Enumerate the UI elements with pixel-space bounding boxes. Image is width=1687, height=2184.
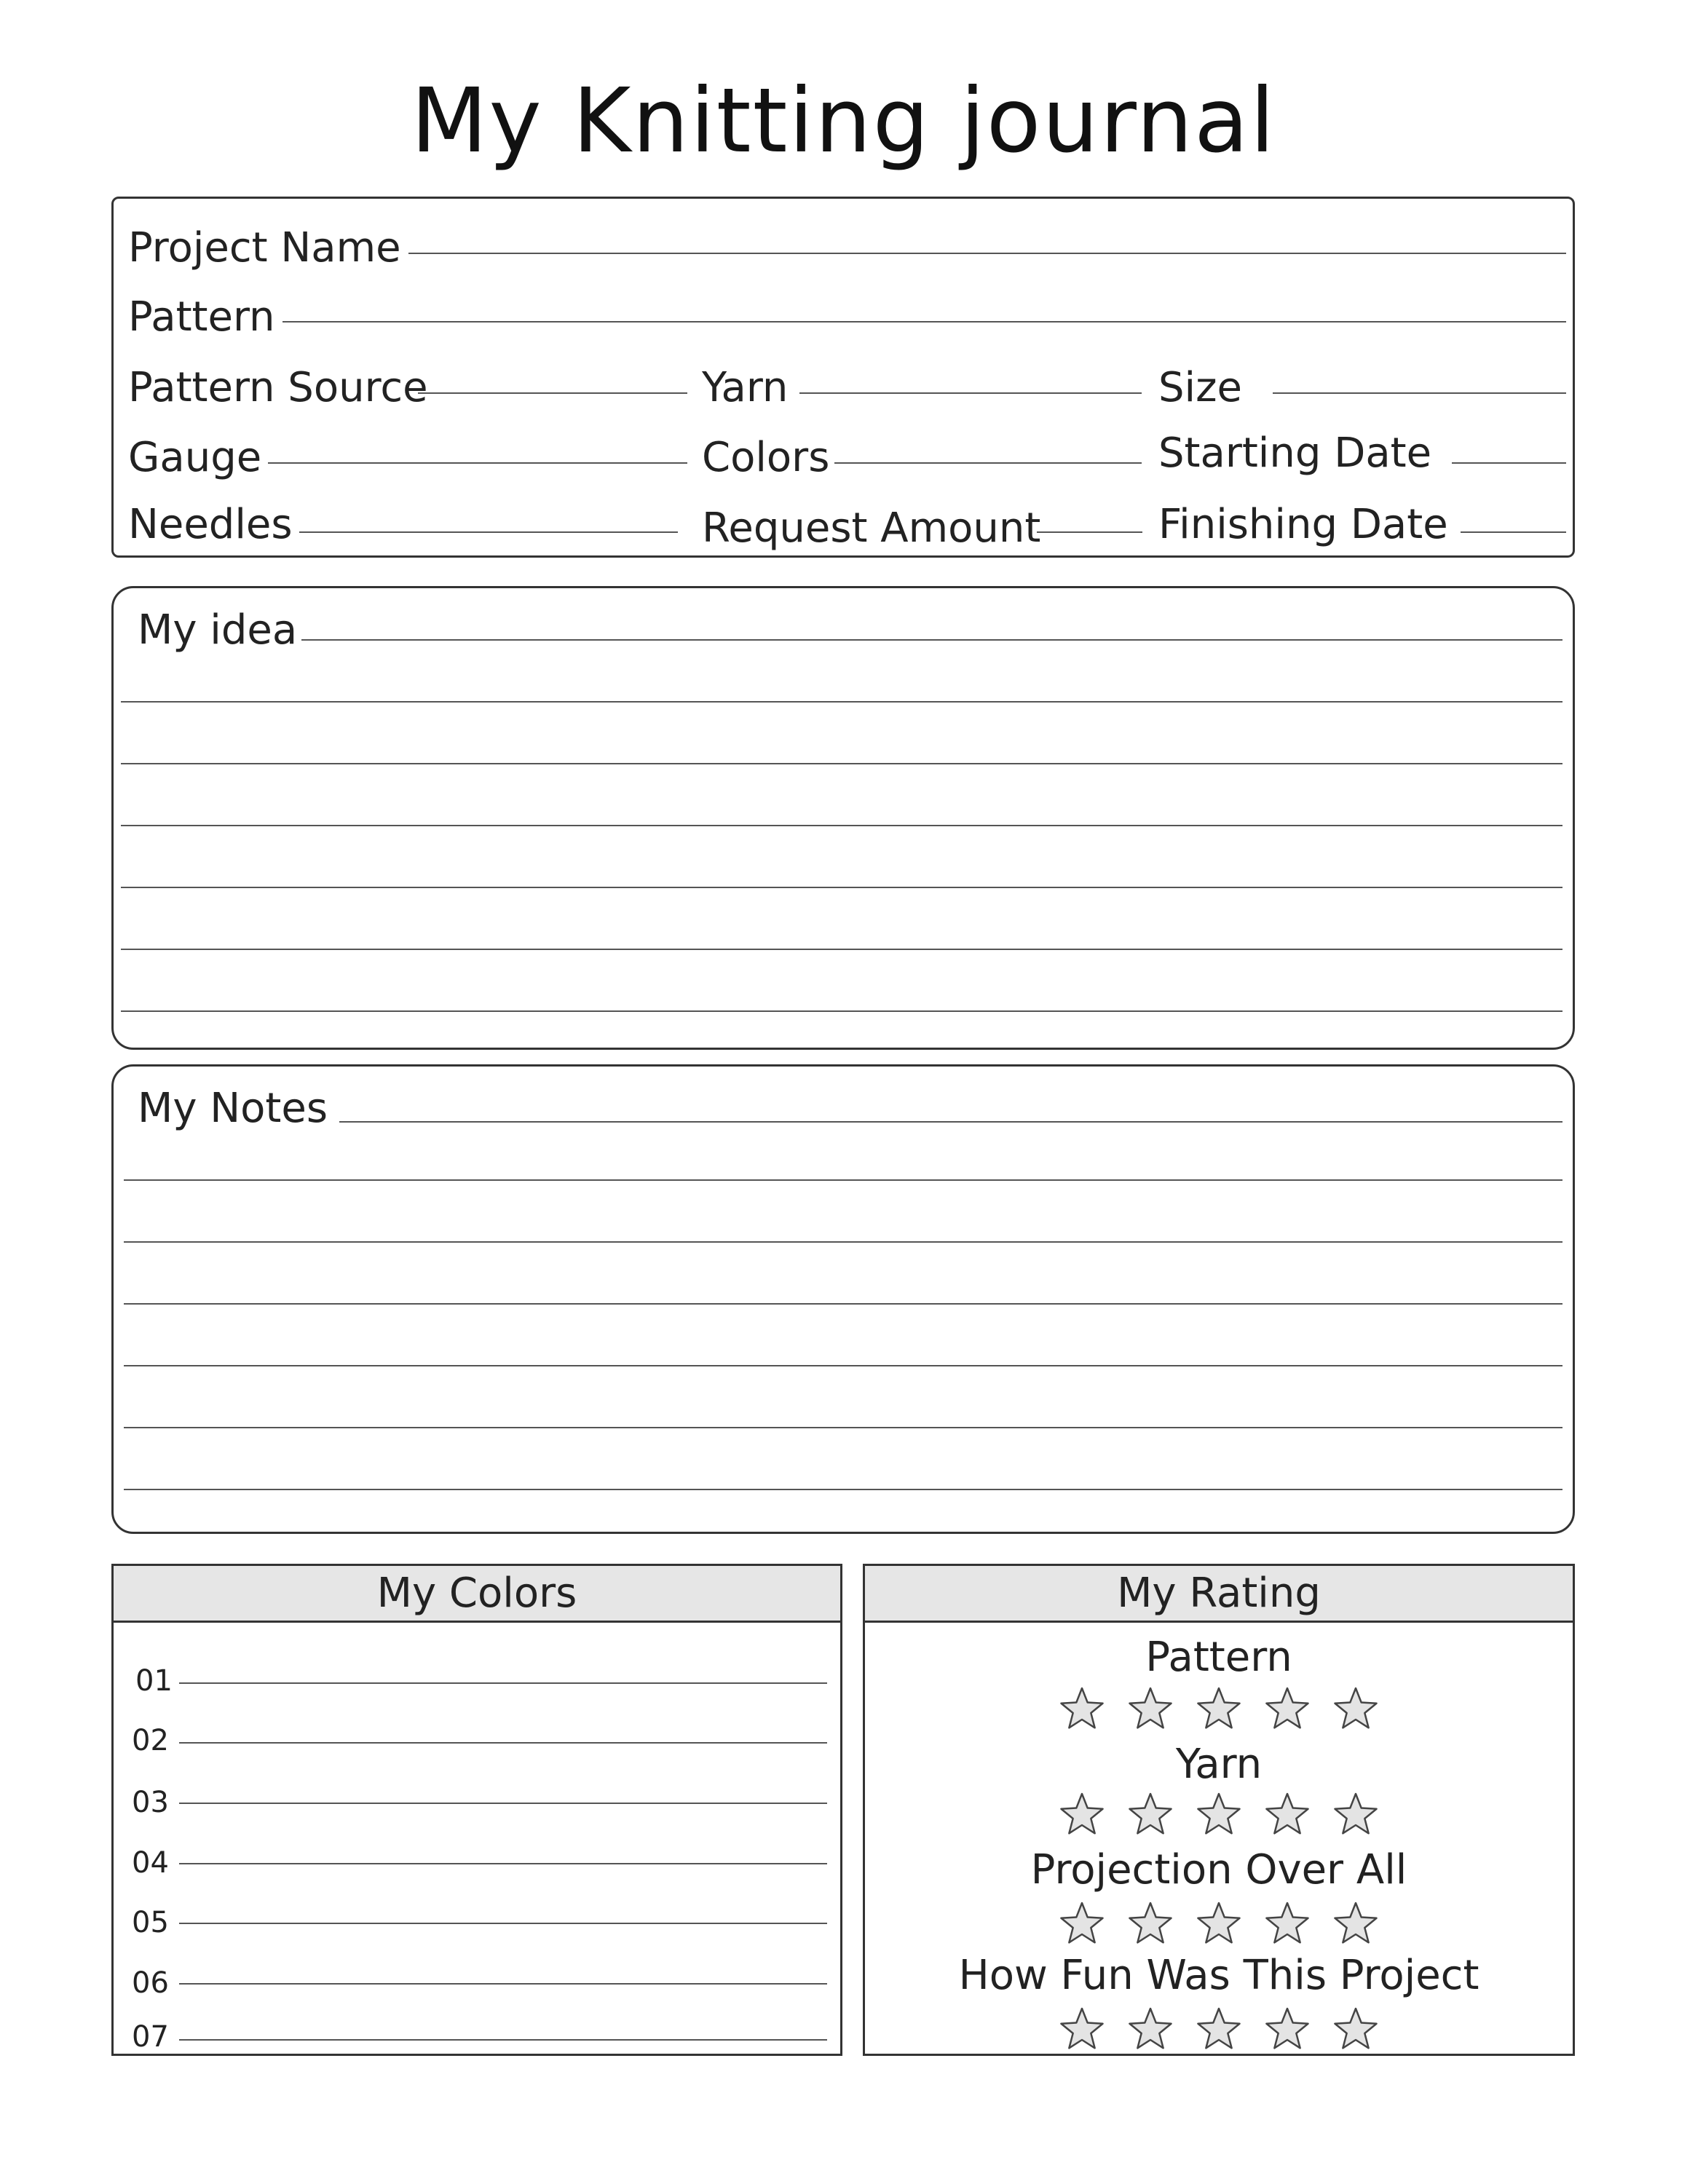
my-idea-line[interactable] [121,949,1562,950]
my-idea-line[interactable] [121,763,1562,764]
color-number: 04 [132,1846,169,1880]
project-details-box [111,197,1575,558]
my-notes-line[interactable] [124,1365,1562,1366]
color-number: 05 [132,1906,169,1939]
request-amount-label: Request Amount [702,505,1041,552]
rating-star-icon[interactable] [1332,1686,1379,1731]
color-number: 03 [132,1786,169,1819]
colors-label: Colors [702,434,830,481]
rating-label-projection: Projection Over All [1030,1846,1407,1894]
color-number: 07 [132,2020,169,2054]
color-number: 02 [132,1724,169,1757]
my-notes-line[interactable] [339,1121,1562,1123]
my-idea-line[interactable] [121,887,1562,888]
my-notes-line[interactable] [124,1427,1562,1428]
rating-star-icon[interactable] [1264,1686,1311,1731]
rating-star-icon[interactable] [1196,1901,1242,1946]
needles-field[interactable] [299,531,678,533]
rating-star-icon[interactable] [1196,2006,1242,2052]
rating-star-icon[interactable] [1059,1792,1105,1837]
finishing-date-field[interactable] [1461,531,1566,533]
color-number: 06 [132,1966,169,2000]
my-idea-label: My idea [138,606,298,654]
my-idea-box [111,586,1575,1050]
my-rating-header: My Rating [865,1566,1573,1623]
rating-star-icon[interactable] [1332,1901,1379,1946]
rating-star-icon[interactable] [1059,1901,1105,1946]
color-line[interactable] [179,1803,827,1804]
rating-star-icon[interactable] [1127,2006,1174,2052]
size-field[interactable] [1273,392,1566,394]
rating-star-icon[interactable] [1127,1792,1174,1837]
color-line[interactable] [179,1682,827,1684]
color-line[interactable] [179,1923,827,1924]
my-idea-line[interactable] [121,1010,1562,1012]
yarn-field[interactable] [799,392,1142,394]
pattern-label: Pattern [128,293,275,341]
finishing-date-label: Finishing Date [1158,501,1448,548]
my-notes-box [111,1064,1575,1534]
rating-star-icon[interactable] [1059,2006,1105,2052]
my-idea-line[interactable] [121,825,1562,826]
rating-label-fun: How Fun Was This Project [958,1952,1479,1999]
my-notes-line[interactable] [124,1303,1562,1305]
color-line[interactable] [179,1983,827,1985]
gauge-label: Gauge [128,434,262,481]
rating-label-pattern: Pattern [1145,1634,1292,1681]
yarn-label: Yarn [702,364,789,411]
needles-label: Needles [128,501,293,548]
project-name-field[interactable] [408,253,1566,254]
my-colors-header: My Colors [114,1566,840,1623]
color-line[interactable] [179,2039,827,2041]
gauge-field[interactable] [268,462,687,464]
rating-star-icon[interactable] [1127,1686,1174,1731]
rating-star-icon[interactable] [1196,1686,1242,1731]
rating-label-yarn: Yarn [1175,1741,1263,1788]
pattern-source-label: Pattern Source [128,364,428,411]
my-notes-line[interactable] [124,1489,1562,1490]
request-amount-field[interactable] [1037,531,1142,533]
rating-star-icon[interactable] [1264,2006,1311,2052]
color-line[interactable] [179,1742,827,1744]
rating-stars-fun [865,2006,1573,2052]
rating-star-icon[interactable] [1059,1686,1105,1731]
my-rating-panel [863,1564,1575,2056]
project-name-label: Project Name [128,224,401,272]
colors-field[interactable] [834,462,1142,464]
my-idea-line[interactable] [121,701,1562,703]
pattern-source-field[interactable] [418,392,687,394]
rating-stars-projection [865,1901,1573,1946]
color-line[interactable] [179,1863,827,1864]
my-idea-line[interactable] [301,639,1562,641]
rating-star-icon[interactable] [1127,1901,1174,1946]
pattern-field[interactable] [283,321,1566,323]
my-notes-line[interactable] [124,1241,1562,1243]
rating-star-icon[interactable] [1264,1901,1311,1946]
rating-star-icon[interactable] [1264,1792,1311,1837]
rating-star-icon[interactable] [1332,2006,1379,2052]
starting-date-label: Starting Date [1158,430,1432,477]
color-number: 01 [135,1664,173,1698]
my-notes-line[interactable] [124,1179,1562,1181]
rating-star-icon[interactable] [1332,1792,1379,1837]
page-title: My Knitting journal [411,69,1276,173]
size-label: Size [1158,364,1242,411]
my-notes-label: My Notes [138,1085,328,1132]
rating-stars-pattern [865,1686,1573,1731]
my-colors-panel [111,1564,842,2056]
starting-date-field[interactable] [1452,462,1566,464]
rating-stars-yarn [865,1792,1573,1837]
rating-star-icon[interactable] [1196,1792,1242,1837]
